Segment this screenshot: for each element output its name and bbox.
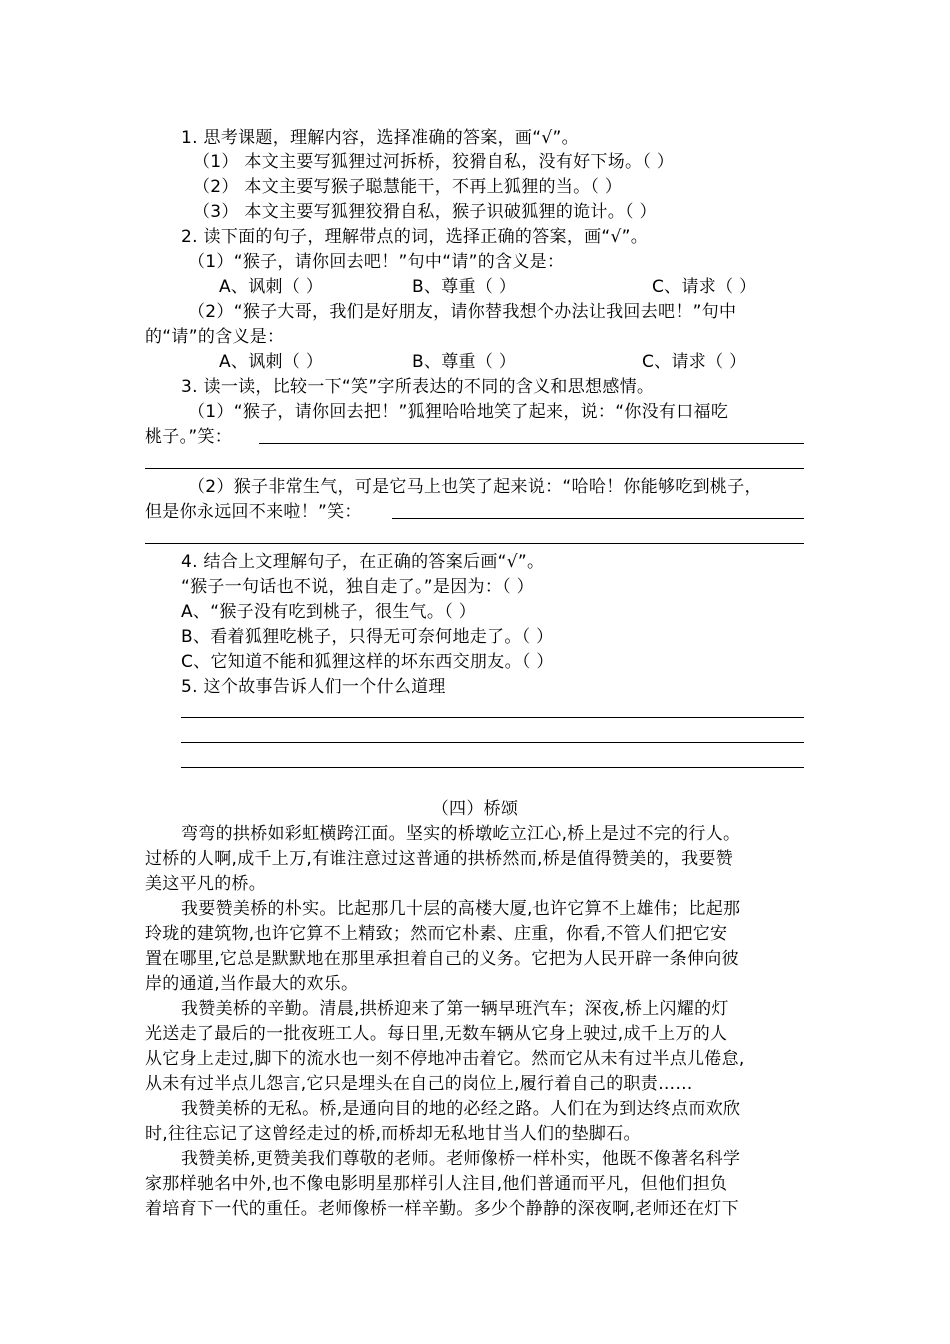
q2-s1-choice-a: A、讽刺（ ） (219, 277, 324, 297)
q2-sentence-2-line-1: （2）“猴子大哥，我们是好朋友，请你替我想个办法让我回去吧！”句中 (188, 302, 737, 322)
q1-option-3: （3） 本文主要写狐狸狡猾自私，猴子识破狐狸的诡计。（ ） (193, 202, 657, 222)
q3-sentence-2-line-1: （2）猴子非常生气，可是它马上也笑了起来说：“哈哈！你能够吃到桃子， (188, 477, 762, 497)
q3-title: 3. 读一读，比较一下“笑”字所表达的不同的含义和思想感情。 (181, 377, 655, 397)
passage-p3-line-1: 我赞美桥的辛勤。清晨,拱桥迎来了第一辆早班汽车；深夜,桥上闪耀的灯 (181, 999, 729, 1019)
q4-option-b: B、看着狐狸吃桃子，只得无可奈何地走了。（ ） (181, 627, 554, 647)
q5-answer-line-1[interactable] (181, 717, 804, 718)
q3-answer-line-1[interactable] (259, 443, 804, 444)
q5-answer-line-3[interactable] (181, 767, 804, 768)
q2-s1-choice-c: C、请求（ ） (652, 277, 757, 297)
q5-title: 5. 这个故事告诉人们一个什么道理 (181, 677, 446, 697)
q4-option-a: A、“猴子没有吃到桃子，很生气。（ ） (181, 602, 477, 622)
passage-p1-line-3: 美这平凡的桥。 (145, 874, 267, 894)
passage-p2-line-1: 我要赞美桥的朴实。比起那几十层的高楼大厦,也许它算不上雄伟；比起那 (181, 899, 741, 919)
q2-s2-choice-a: A、讽刺（ ） (219, 352, 324, 372)
q3-answer-line-2[interactable] (145, 468, 804, 469)
passage-p2-line-2: 玲珑的建筑物,也许它算不上精致；然而它朴素、庄重，你看,不管人们把它安 (145, 924, 728, 944)
passage-p5-line-2: 家那样驰名中外,也不像电影明星那样引人注目,他们普通而平凡，但他们担负 (145, 1174, 728, 1194)
passage-p3-line-3: 从它身上走过,脚下的流水也一刻不停地冲击着它。然而它从未有过半点儿倦怠, (145, 1049, 745, 1069)
passage-p4-line-1: 我赞美桥的无私。桥,是通向目的地的必经之路。人们在为到达终点而欢欣 (181, 1099, 741, 1119)
passage-p4-line-2: 时,往往忘记了这曾经走过的桥,而桥却无私地甘当人们的垫脚石。 (145, 1124, 641, 1144)
q4-option-c: C、它知道不能和狐狸这样的坏东西交朋友。（ ） (181, 652, 554, 672)
q2-sentence-2-line-2: 的“请”的含义是： (145, 327, 285, 347)
q3-sentence-1-line-1: （1）“猴子，请你回去把！”狐狸哈哈地笑了起来，说：“你没有口福吃 (188, 402, 729, 422)
passage-p3-line-4: 从未有过半点儿怨言,它只是埋头在自己的岗位上,履行着自己的职责…… (145, 1074, 693, 1094)
q3-answer-line-3[interactable] (392, 518, 804, 519)
q4-title: 4. 结合上文理解句子，在正确的答案后画“√”。 (181, 552, 545, 572)
passage-title: （四）桥颂 (431, 799, 519, 819)
passage-p5-line-1: 我赞美桥,更赞美我们尊敬的老师。老师像桥一样朴实，他既不像著名科学 (181, 1149, 741, 1169)
passage-p1-line-1: 弯弯的拱桥如彩虹横跨江面。坚实的桥墩屹立江心,桥上是过不完的行人。 (181, 824, 741, 844)
passage-p3-line-2: 光送走了最后的一批夜班工人。每日里,无数车辆从它身上驶过,成千上万的人 (145, 1024, 728, 1044)
q3-sentence-1-line-2: 桃子。”笑： (145, 427, 233, 447)
passage-p2-line-3: 置在哪里,它总是默默地在那里承担着自己的义务。它把为人民开辟一条伸向彼 (145, 949, 739, 969)
q5-answer-line-2[interactable] (181, 742, 804, 743)
q1-title: 1. 思考课题，理解内容，选择准确的答案，画“√”。 (181, 128, 579, 148)
q1-option-2: （2） 本文主要写猴子聪慧能干，不再上狐狸的当。（ ） (193, 177, 623, 197)
q2-title: 2. 读下面的句子，理解带点的词，选择正确的答案，画“√”。 (181, 227, 649, 247)
q3-sentence-2-line-2: 但是你永远回不来啦！”笑： (145, 502, 362, 522)
passage-p5-line-3: 着培育下一代的重任。老师像桥一样辛勤。多少个静静的深夜啊,老师还在灯下 (145, 1199, 739, 1219)
q2-s2-choice-b: B、尊重（ ） (412, 352, 517, 372)
q3-answer-line-4[interactable] (145, 543, 804, 544)
q4-quote: “猴子一句话也不说，独自走了。”是因为：（ ） (181, 577, 534, 597)
q2-s1-choice-b: B、尊重（ ） (412, 277, 517, 297)
passage-p2-line-4: 岸的通道,当作最大的欢乐。 (145, 974, 359, 994)
passage-p1-line-2: 过桥的人啊,成千上万,有谁注意过这普通的拱桥然而,桥是值得赞美的，我要赞 (145, 849, 734, 869)
q2-sentence-1: （1）“猴子，请你回去吧！”句中“请”的含义是： (188, 252, 565, 272)
q2-s2-choice-c: C、请求（ ） (642, 352, 747, 372)
q1-option-1: （1） 本文主要写狐狸过河拆桥，狡猾自私，没有好下场。（ ） (193, 152, 675, 172)
